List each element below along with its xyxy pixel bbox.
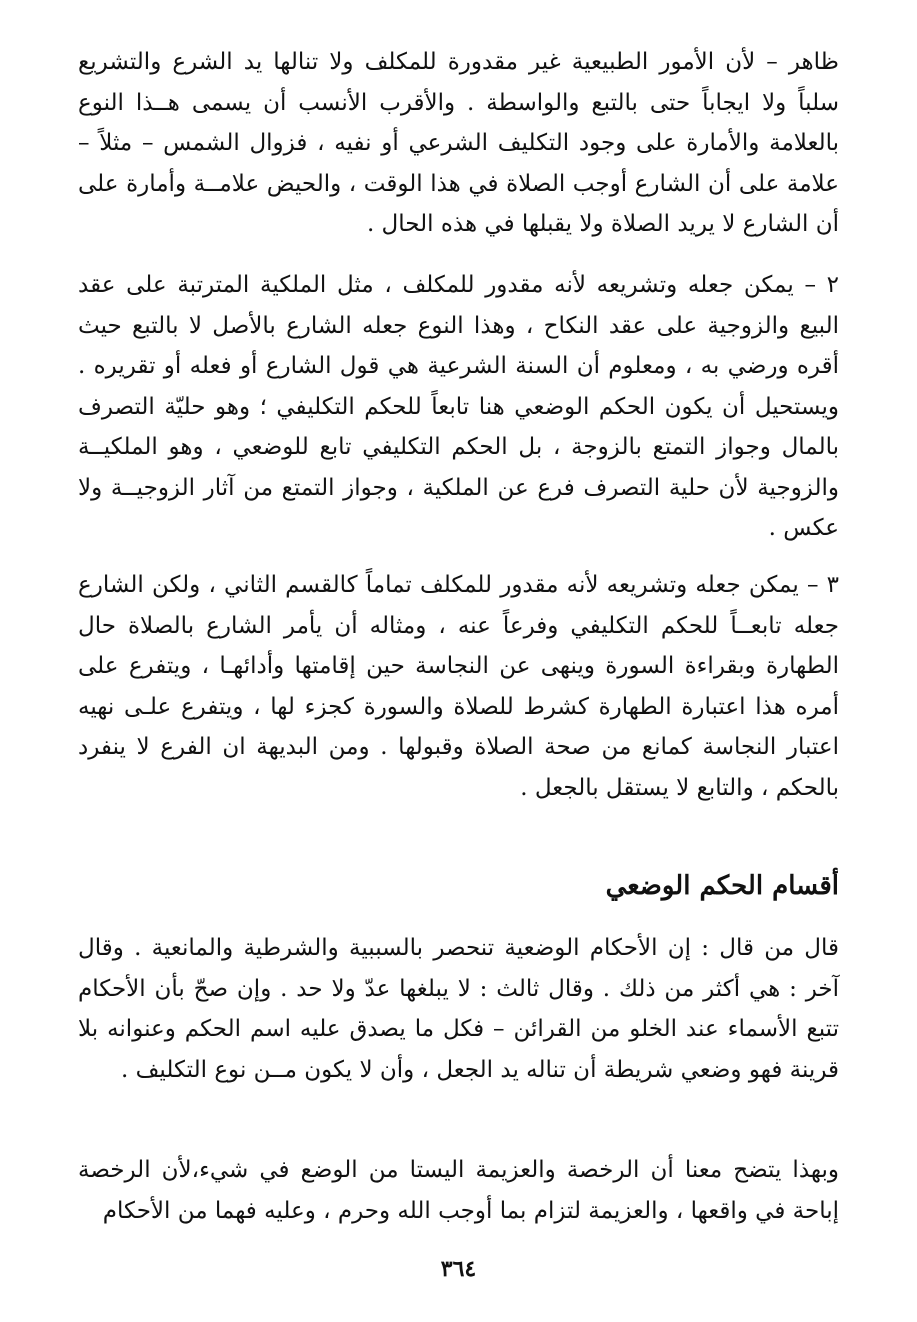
section-heading: أقسام الحكم الوضعي (605, 871, 839, 901)
paragraph-natural-matters: ظاهر – لأن الأمور الطبيعية غير مقدورة للمكلف ولا تنالها يد الشرع والتشريع سلباً ولا ايجاباً حتى بالتبع والواسطة . والأقرب الأنسب أن يسمى هــذا النوع بالعلامة والأمارة على وجود التكليف الشرعي أو نفيه ، فزوال الشمس – مثلاً – علامة على أن الشارع أوجب الصلاة في هذا الوقت ، والحيض علامــة وأمارة على أن الشارع لا يريد الصلاة ولا يقبلها في هذه الحال . (78, 49, 839, 237)
paragraph-rukhsa-azima: وبهذا يتضح معنا أن الرخصة والعزيمة اليستا من الوضع في شيء،لأن الرخصة إباحة في واقعها ، والعزيمة لتزام بما أوجب الله وحرم ، وعليه فهما من الأحكام (78, 1157, 839, 1224)
paragraph-point-three: ٣ – يمكن جعله وتشريعه لأنه مقدور للمكلف تماماً كالقسم الثاني ، ولكن الشارع جعله تابعــاً للحكم التكليفي وفرعاً عنه ، ومثاله أن يأمر الشارع بالصلاة حال الطهارة وبقراءة السورة وينهى عن النجاسة حين إقامتها وأدائهـا ، ويتفرع على أمره هذا اعتبارة الطهارة كشرط للصلاة والسورة كجزء لها ، ويتفرع علـى نهيه اعتبار النجاسة كمانع من صحة الصلاة وقبولها . ومن البديهة ان الفرع لا ينفرد بالحكم ، والتابع لا يستقل بالجعل . (78, 572, 839, 801)
paragraph-classification-opinions: قال من قال : إن الأحكام الوضعية تنحصر بالسببية والشرطية والمانعية . وقال آخر : هي أكثر من ذلك . وقال ثالث : لا يبلغها عدّ ولا حد . وإن صحّ بأن الأحكام تتبع الأسماء عند الخلو من القرائن – فكل ما يصدق عليه اسم الحكم وعنوانه بلا قرينة فهو وضعي شريطة أن تناله يد الجعل ، وأن لا يكون مــن نوع التكليف . (78, 935, 839, 1083)
paragraph-point-two: ٢ – يمكن جعله وتشريعه لأنه مقدور للمكلف ، مثل الملكية المترتبة على عقد البيع والزوجية على عقد النكاح ، وهذا النوع جعله الشارع بالأصل لا بالتبع حيث أقره ورضي به ، ومعلوم أن السنة الشرعية هي قول الشارع أو فعله أو تقريره . ويستحيل أن يكون الحكم الوضعي هنا تابعاً للحكم التكليفي ؛ وهو حليّة التصرف بالمال وجواز التمتع بالزوجة ، بل الحكم التكليفي تابع للوضعي ، وهو الملكيــة والزوجية لأن حلية التصرف فرع عن الملكية ، وجواز التمتع من آثار الزوجيــة ولا عكس . (78, 272, 839, 541)
page-number: ٣٦٤ (440, 1256, 477, 1282)
